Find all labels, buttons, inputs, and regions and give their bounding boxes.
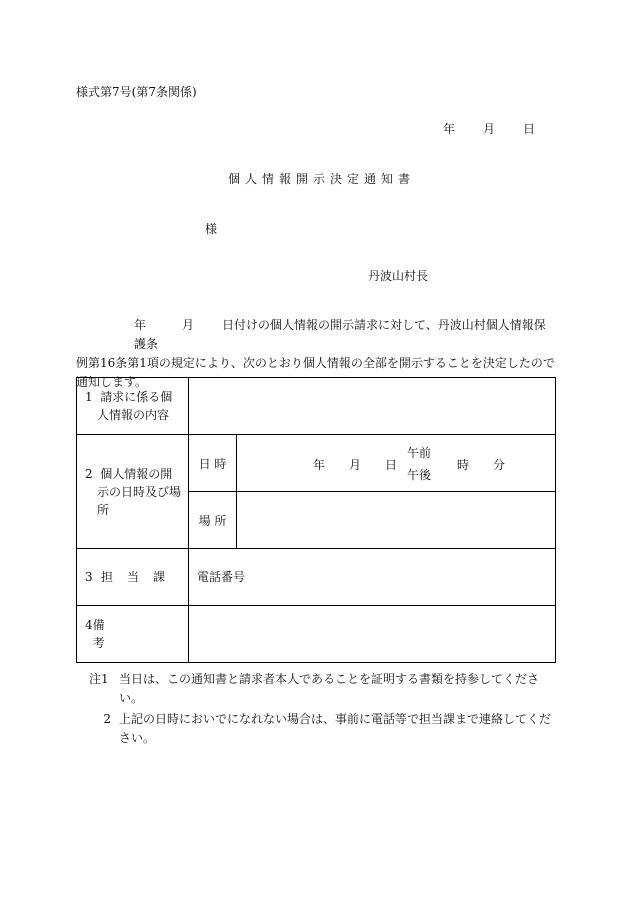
dt-minute: 分 [493,458,506,472]
row3-num: 3 [85,570,93,584]
note-2 [89,710,559,748]
table-row-dept [77,549,556,606]
row1-label: 請求に係る個人情報の内容 [97,390,173,422]
field-place[interactable] [237,492,556,549]
note-2-num: 2 [103,712,111,726]
label-place: 場 所 [189,492,237,549]
date-line [443,122,535,136]
body-month: 月 [182,318,195,332]
row1-num: 1 [85,390,93,404]
row3-label: 担当課 [100,570,179,584]
info-table [76,377,556,663]
notes [89,670,559,748]
form-id: 様式第7号(第7条関係) [76,85,197,99]
field-remarks[interactable] [189,606,556,663]
row2-num: 2 [85,466,93,481]
dt-year: 年 [313,458,326,472]
date-month: 月 [483,122,496,136]
date-year: 年 [443,122,456,136]
body-line-1 [76,316,556,354]
dt-day: 日 [385,458,398,472]
body-line-1-rest: 日付けの個人情報の開示請求に対して、丹波山村個人情報保護条 [134,318,546,351]
date-day: 日 [523,122,536,136]
label-dept [77,549,189,606]
field-content[interactable] [189,378,556,435]
note-2-text: 上記の日時においでになれない場合は、事前に電話等で担当課まで連絡してください。 [119,712,552,745]
row4-label: 備考 [92,618,147,650]
field-dept[interactable] [189,549,556,606]
body-line-3: 通知します。 [76,375,148,389]
label-datetime: 日 時 [189,435,237,492]
note-1 [89,670,559,708]
dt-am: 午前 [407,446,432,460]
row2-label: 個人情報の開示の日時及び場所 [97,466,182,517]
body-line-2: 例第16条第1項の規定により、次のとおり個人情報の全部を開示することを決定したので [76,356,555,370]
addressee-suffix: 様 [205,222,218,236]
table-row-content [77,378,556,435]
dt-month: 月 [349,458,362,472]
table-row-remarks [77,606,556,663]
document-title: 個人情報開示決定通知書 [228,172,416,186]
label-disclosure [77,435,189,549]
row4-num: 4 [85,618,93,632]
note-1-num: 注1 [89,672,109,686]
dt-pm: 午後 [407,468,432,482]
field-datetime[interactable] [237,435,556,492]
note-1-text: 当日は、この通知書と請求者本人であることを証明する書類を持参してください。 [119,672,540,705]
phone-label: 電話番号 [197,570,246,584]
dt-hour: 時 [457,458,470,472]
label-remarks [77,606,189,663]
issuer: 丹波山村長 [368,269,429,283]
table-row-datetime [77,435,556,492]
body-year: 年 [134,318,147,332]
label-content [77,378,189,435]
